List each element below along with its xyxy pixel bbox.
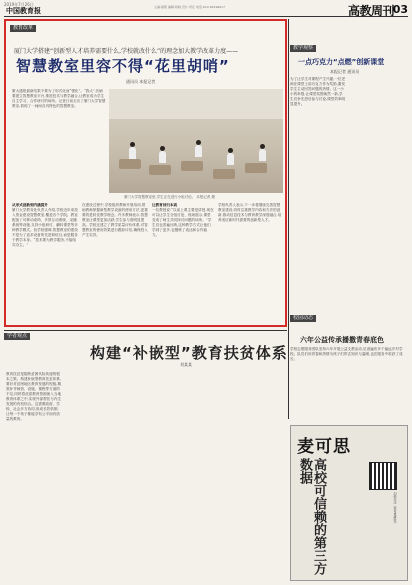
sidebar-tag-1: 教学观察: [290, 45, 316, 52]
column-divider: [288, 19, 289, 419]
lead-column-2: 在建设过程中,学校组织教师开展培训,帮助教师掌握新型教学设备的使用方法,更重要的是转变教学理念。许多教师表示,智慧教室让课堂更加活跃,学生参与度明显提高。学校还建立了教学质量评价体系,对智慧教室的使用效果进行跟踪评估,确保投入产生实效。: [82, 203, 148, 237]
bottom-col-4: [186, 372, 236, 580]
section-divider: [4, 330, 287, 331]
sidebar-tag-2: 校园动态: [290, 315, 316, 322]
lead-article[interactable]: [4, 19, 287, 327]
sidebar-headline-2[interactable]: 六年公益传承播撒青春底色: [300, 336, 384, 344]
lead-byline: 通讯员 本报记者: [126, 79, 156, 84]
lead-headline: 智慧教室里容不得“花里胡哨”: [16, 57, 230, 75]
bottom-byline: 刘某某: [180, 362, 192, 367]
bottom-col-2: [66, 372, 122, 580]
section-brand: 高教周刊: [347, 4, 394, 18]
advertisement[interactable]: [290, 425, 408, 581]
newspaper-logo: 中国教育报: [6, 6, 41, 15]
issue-date: 2019年7月26日: [4, 2, 34, 7]
bottom-col-3: [126, 372, 182, 580]
lead-column-4: 学校负责人表示,下一步将继续完善智慧教室建设,同时注重教学内容和方法的创新,推动信息技术与教育教学深度融合,培养适应新时代需要的创新型人才。: [218, 203, 282, 222]
lead-column-1: [12, 203, 78, 325]
lead-col3-heading: 让教育回归本真: [152, 203, 178, 207]
lead-column-3: [152, 203, 214, 325]
sidebar-byline-1: 本报记者 通讯员: [330, 69, 360, 74]
masthead: [4, 2, 408, 17]
lead-subtitle: 厦门大学搭建“创新型人才培养需要什么,学校就改什么”的理念加大教学改革力度——: [14, 48, 239, 55]
qr-label: 扫码关注《麦可思研究》: [393, 492, 397, 525]
bottom-headline[interactable]: 构建“补嵌型”教育扶贫体系: [90, 344, 288, 362]
lead-col3-text: 一位教授说:“以前上课主要是讲授,现在可以让学生分组讨论、现场展示,课堂变成了师生共同探讨问题的场所。”学生们也普遍反映,这种教学方式让他们学到了更多,也锻炼了表达和合作能力。: [152, 208, 214, 237]
sidebar-body-2: 学校志愿服务团队坚持六年开展公益支教活动,足迹遍布多个偏远乡村学校。队员们用青春和热情为孩子们带去知识与温暖,也在服务中收获了成长。: [290, 347, 403, 361]
lead-section-tag: 教育改革: [10, 25, 36, 32]
bottom-col-1: 教育扶贫是阻断贫困代际传递的根本之策。构建补嵌型教育扶贫体系,要针对贫困地区教育发展的短板,精准补齐师资、设施、课程等方面的不足,同时将优质教育资源嵌入当地教育体系之中,实现外部帮扶与内生发展的有机结合。这需要政府、学校、社会多方协同,形成长效机制,让每一个孩子都能享有公平而有质量的教育。: [6, 372, 62, 421]
sidebar-body-1a: 为了让学生对课程产生兴趣,一位老师在课堂上用巧克力作为奖励,激发学生主动回答问题的热情。这一小小的举措,让课堂氛围焕然一新,学生们争先恐后参与讨论,课堂效率明显提升。: [290, 77, 346, 106]
qr-code[interactable]: [369, 462, 397, 490]
lead-col1-heading: 从形式创新到内涵提升: [12, 203, 48, 207]
page-number: 03: [392, 3, 408, 16]
classroom-photo: [109, 89, 283, 193]
lead-col1-text: 厦门大学教务处负责人介绍,学校近年来投入资金建设智慧教室,覆盖各个学院。教室配备了可移动桌椅、多屏互动系统、录播系统等设施,支持小组研讨、翻转课堂等多种教学模式。但学校强调,智慧教室的建设不是为了追求设备的先进和炫目,而是服务于教学本身。“技术要为教学服务,不能喧宾夺主。”: [12, 208, 78, 247]
ad-headline: 高校可信赖的第三方数据: [297, 458, 326, 575]
lead-intro: 厦大通报最新结果不要为了形式化而“强化”。“我大”,因而要建立智慧教室平台,推进技术与教学融合,让教室成为学生自主学习、合作研讨的场所。记者日前走访了厦门大学智慧教室,看到了一间间各具特色的智慧教室。: [12, 89, 106, 108]
photo-caption: 厦门大学智慧教室里,学生正在进行小组讨论。 本报记者 摄: [124, 195, 215, 199]
bottom-section-tag: 学者观点: [4, 333, 30, 340]
bottom-col-5: [240, 372, 286, 580]
sidebar-headline-1[interactable]: 一点巧克力“点燃”创新课堂: [298, 58, 385, 66]
ad-brand-name: 麦可思: [297, 437, 351, 457]
sidebar-body-1b: [350, 77, 406, 307]
editor-info: 主编:翟帆 编辑:杨晓 设计:责任 电话:010-82296617: [154, 5, 225, 9]
